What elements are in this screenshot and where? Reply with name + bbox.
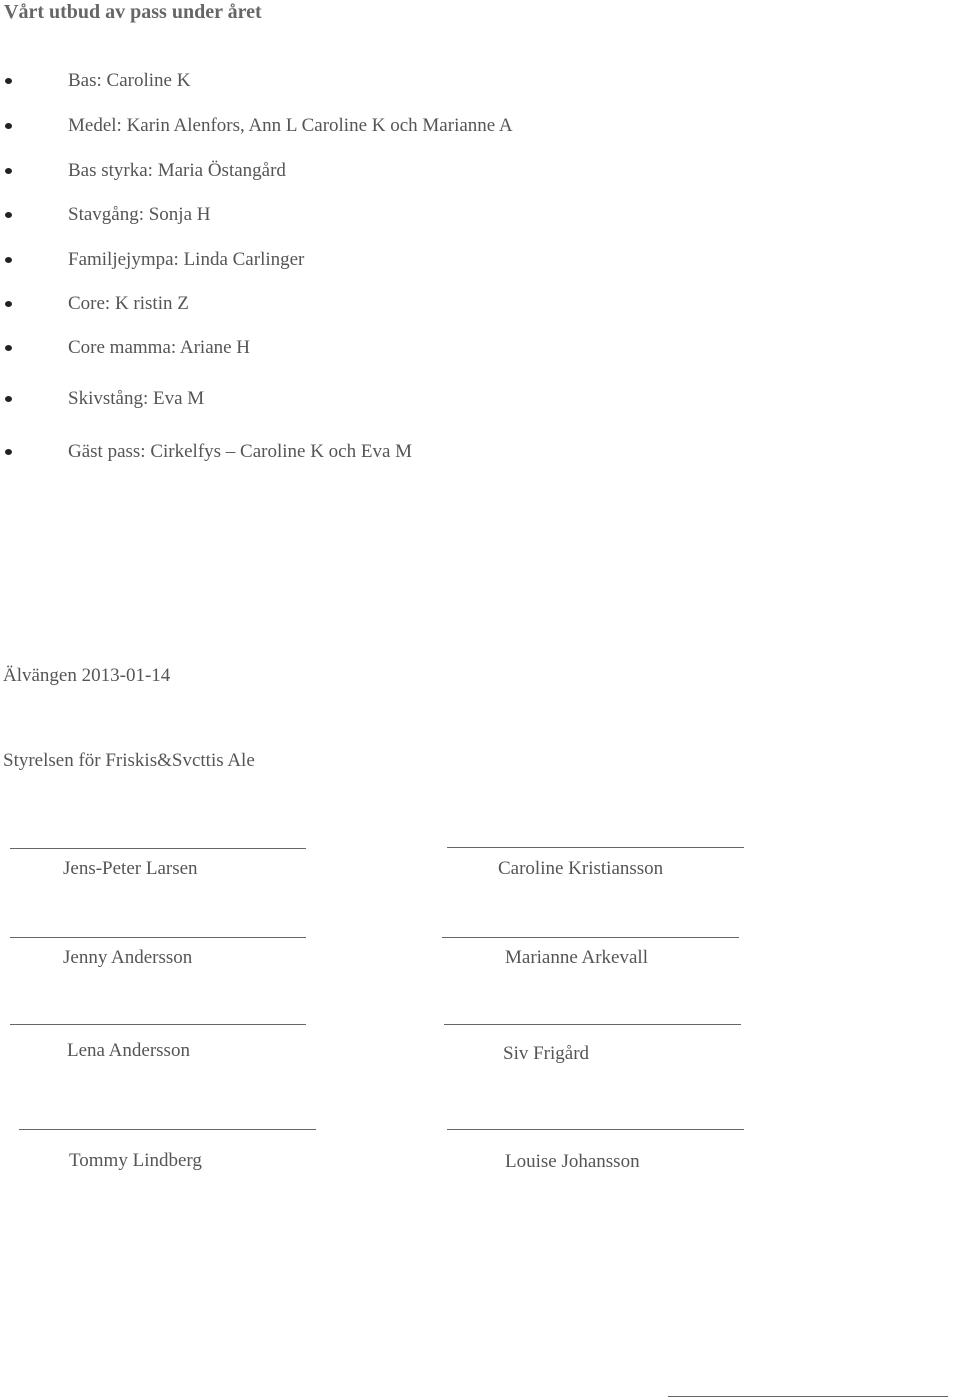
signature-line [444, 1024, 741, 1025]
list-item-text: Stavgång: Sonja H [68, 204, 211, 225]
list-item-text: Bas styrka: Maria Östangård [68, 160, 286, 181]
place-date: Älvängen 2013-01-14 [3, 665, 171, 686]
list-item [0, 336, 700, 360]
list-item [0, 387, 700, 411]
list-item [0, 440, 700, 464]
signature-line [447, 1129, 744, 1130]
signature-name: Louise Johansson [505, 1151, 640, 1172]
list-item-text: Core mamma: Ariane H [68, 337, 251, 358]
list-item [0, 203, 700, 227]
bullet-icon [5, 257, 12, 263]
page-heading: Vårt utbud av pass under året [4, 1, 262, 23]
signature-name: Caroline Kristiansson [498, 858, 664, 879]
list-item-text: Familjejympa: Linda Carlinger [68, 249, 305, 270]
signature-line [10, 1024, 306, 1025]
bullet-icon [5, 78, 12, 84]
page-bottom-rule [668, 1396, 948, 1397]
list-item [0, 114, 700, 138]
signature-line [10, 848, 306, 849]
list-item-text: Bas: Caroline K [68, 70, 191, 91]
bullet-icon [5, 345, 12, 351]
list-item-text: Core: K ristin Z [68, 293, 189, 314]
list-item-text: Gäst pass: Cirkelfys – Caroline K och Eva M [68, 441, 413, 462]
signature-name: Lena Andersson [67, 1040, 190, 1061]
signature-line [10, 937, 306, 938]
signature-name: Marianne Arkevall [505, 947, 648, 968]
bullet-icon [5, 301, 12, 307]
board-name: Styrelsen för Friskis&Svcttis Ale [3, 750, 255, 771]
bullet-icon [5, 168, 12, 174]
list-item-text: Skivstång: Eva M [68, 388, 205, 409]
signature-name: Jenny Andersson [63, 947, 193, 968]
list-item-text: Medel: Karin Alenfors, Ann L Caroline K och Marianne A [68, 115, 513, 136]
list-item [0, 248, 700, 272]
signature-name: Siv Frigård [503, 1043, 590, 1064]
list-item [0, 159, 700, 183]
signature-line [442, 937, 739, 938]
bullet-icon [5, 396, 12, 402]
bullet-icon [5, 449, 12, 455]
list-item [0, 292, 700, 316]
signature-line [19, 1129, 316, 1130]
list-item [0, 69, 700, 93]
bullet-icon [5, 123, 12, 129]
signature-name: Tommy Lindberg [69, 1150, 202, 1171]
signature-name: Jens-Peter Larsen [63, 858, 198, 879]
bullet-icon [5, 212, 12, 218]
signature-line [447, 847, 744, 848]
